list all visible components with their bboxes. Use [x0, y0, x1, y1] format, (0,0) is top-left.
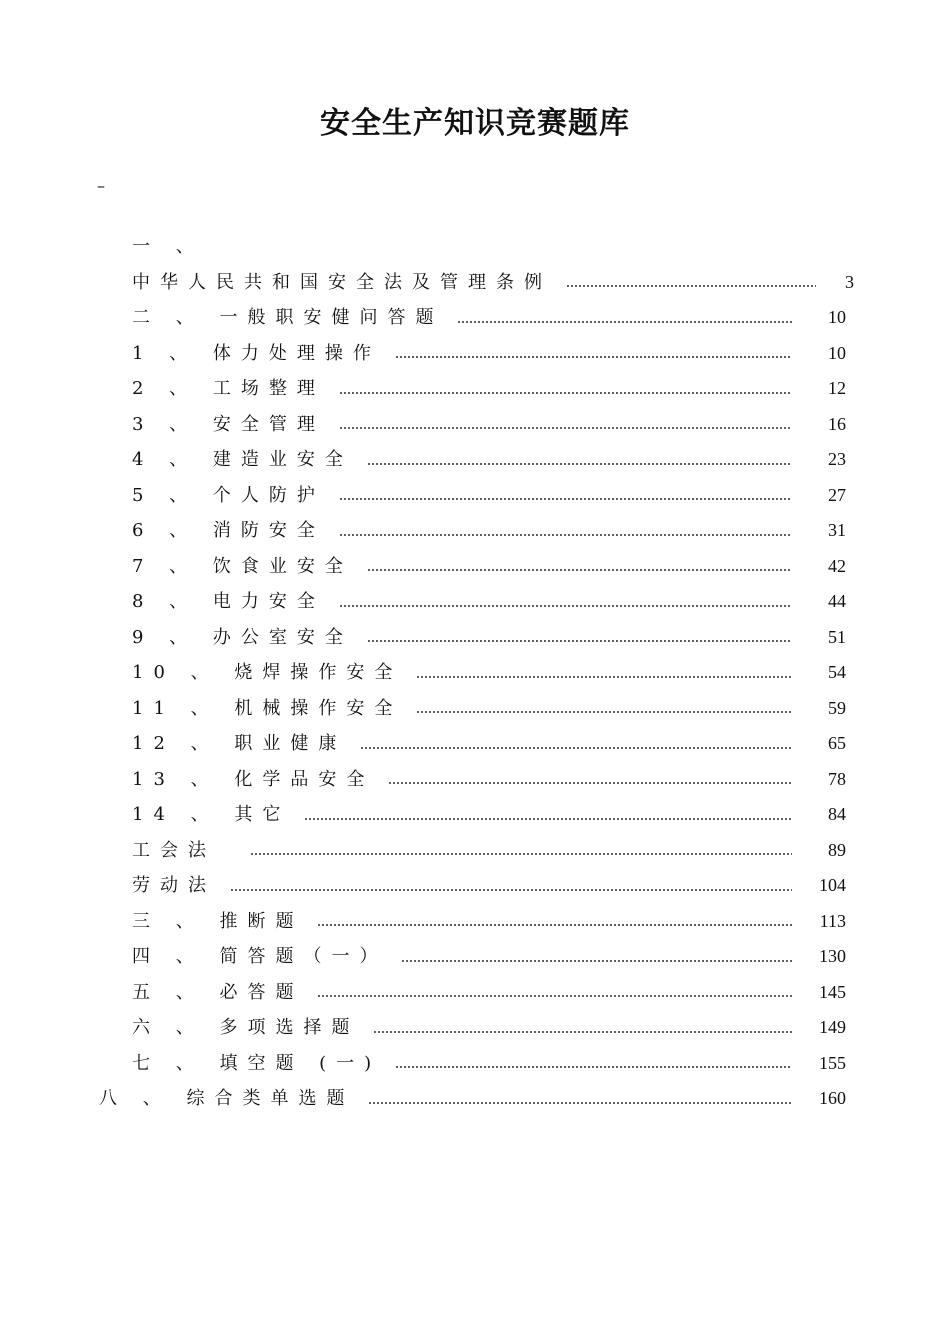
toc-entry-label: 12 、 职业健康	[132, 733, 347, 754]
toc-entry[interactable]	[0, 371, 950, 407]
toc-leader-dots	[416, 711, 792, 713]
toc-entry[interactable]	[0, 620, 950, 656]
toc-entry-page: 44	[828, 591, 846, 611]
toc-entry-page: 51	[828, 626, 846, 647]
toc-entry-page: 59	[828, 697, 846, 718]
toc-entry[interactable]	[0, 691, 950, 727]
toc-entry[interactable]	[0, 655, 950, 691]
toc-entry-page: 155	[819, 1052, 846, 1073]
toc-entry-label: 13 、 化学品安全	[132, 768, 375, 790]
toc-entry-page: 23	[828, 449, 846, 469]
toc-leader-dots	[339, 605, 792, 607]
toc-entry-page: 149	[819, 1017, 846, 1037]
toc-leader-dots	[416, 676, 792, 678]
toc-entry-label: 六 、 多项选择题	[132, 1017, 360, 1038]
toc-entry-label: 工会法	[132, 839, 216, 861]
toc-entry-page: 27	[828, 484, 846, 505]
toc-entry-label: 11 、 机械操作安全	[132, 697, 403, 719]
toc-entry-page: 12	[828, 378, 846, 398]
toc-entry[interactable]	[0, 868, 950, 904]
toc-entry-page: 31	[828, 520, 846, 540]
toc-leader-dots	[457, 321, 792, 323]
toc-entry-page: 84	[828, 804, 846, 824]
toc-leader-dots	[395, 356, 792, 358]
toc-leader-dots	[317, 924, 792, 926]
toc-leader-dots	[367, 463, 792, 465]
toc-entry-label: 1 、 体力处理操作	[132, 342, 381, 364]
toc-leader-dots	[566, 285, 816, 287]
toc-entry-label: 2 、 工场整理	[132, 378, 325, 399]
toc-entry-page: 89	[828, 839, 846, 860]
toc-leader-dots	[395, 1066, 792, 1068]
toc-entry[interactable]	[0, 1046, 950, 1082]
toc-entry-page: 16	[828, 413, 846, 434]
toc-entry-label: 四 、 简答题（一）	[132, 946, 388, 967]
toc-leader-dots	[367, 640, 792, 642]
toc-entry-page: 78	[828, 768, 846, 789]
toc-leader-dots	[339, 498, 792, 500]
document-title: 安全生产知识竞赛题库	[320, 106, 630, 141]
toc-entry-label: 五 、 必答题	[132, 981, 304, 1003]
toc-leader-dots	[368, 1102, 792, 1104]
toc-entry-label: 8 、 电力安全	[132, 591, 325, 612]
toc-entry-label: 10 、 烧焊操作安全	[132, 662, 403, 683]
toc-entry-page: 65	[828, 733, 846, 753]
toc-leader-dots	[388, 782, 792, 784]
toc-entry-page: 160	[819, 1088, 846, 1108]
toc-entry-label: 劳动法	[132, 875, 216, 896]
toc-entry-label: 八 、 综合类单选题	[99, 1088, 355, 1109]
toc-entry-page: 54	[828, 662, 846, 682]
toc-leader-dots	[339, 427, 792, 429]
toc-entry-label: 9 、 办公室安全	[132, 626, 353, 648]
toc-leader-dots	[250, 853, 792, 855]
toc-entry-label: 三 、 推断题	[132, 910, 304, 932]
toc-leader-dots	[304, 818, 792, 820]
toc-entry-page: 130	[819, 946, 846, 966]
toc-leader-dots	[401, 960, 792, 962]
toc-entry-page: 10	[828, 307, 846, 327]
toc-entry-page: 42	[828, 555, 846, 576]
toc-entry[interactable]	[0, 549, 950, 585]
toc-entry-page: 113	[819, 910, 846, 931]
toc-leader-dots	[339, 392, 792, 394]
toc-entry-label: 二 、 一般职安健问答题	[132, 307, 444, 328]
toc-entry[interactable]	[0, 265, 950, 301]
toc-entry-label: 14 、 其它	[132, 804, 291, 825]
toc-entry-label: 6 、 消防安全	[132, 520, 325, 541]
toc-entry[interactable]	[0, 939, 950, 975]
toc-entry[interactable]	[0, 904, 950, 940]
toc-entry-label: 4 、 建造业安全	[132, 449, 353, 470]
toc-leader-dots	[373, 1031, 792, 1033]
toc-entry[interactable]	[0, 336, 950, 372]
toc-heading	[0, 229, 950, 265]
toc-entry[interactable]	[0, 1010, 950, 1046]
toc-entry[interactable]	[0, 478, 950, 514]
toc-leader-dots	[360, 747, 792, 749]
toc-entry-label: 3 、 安全管理	[132, 413, 325, 435]
toc-entry-label: 7 、 饮食业安全	[132, 555, 353, 577]
toc-entry-label: 5 、 个人防护	[132, 484, 325, 506]
toc-heading-label: 一 、	[132, 236, 204, 257]
toc-entry-page: 104	[819, 875, 846, 895]
toc-entry-label: 中华人民共和国安全法及管理条例	[132, 271, 552, 293]
toc-leader-dots	[230, 889, 792, 891]
toc-entry[interactable]	[0, 407, 950, 443]
toc-entry[interactable]	[0, 833, 950, 869]
toc-entry[interactable]	[0, 442, 950, 478]
toc-entry[interactable]	[0, 300, 950, 336]
toc-entry[interactable]	[0, 513, 950, 549]
toc-leader-dots	[367, 569, 792, 571]
toc-entry[interactable]	[0, 975, 950, 1011]
toc-entry[interactable]	[0, 797, 950, 833]
toc-entry[interactable]	[0, 762, 950, 798]
toc-entry-page: 10	[828, 342, 846, 363]
toc-entry[interactable]	[0, 1081, 950, 1117]
toc-entry[interactable]	[0, 726, 950, 762]
toc-entry-label: 七 、 填空题 (一)	[132, 1052, 382, 1074]
table-of-contents	[0, 229, 950, 1117]
dash-mark: –	[97, 176, 105, 195]
toc-entry[interactable]	[0, 584, 950, 620]
toc-leader-dots	[317, 995, 792, 997]
toc-leader-dots	[339, 534, 792, 536]
toc-entry-page: 145	[819, 981, 846, 1002]
toc-entry-page: 3	[845, 271, 854, 292]
